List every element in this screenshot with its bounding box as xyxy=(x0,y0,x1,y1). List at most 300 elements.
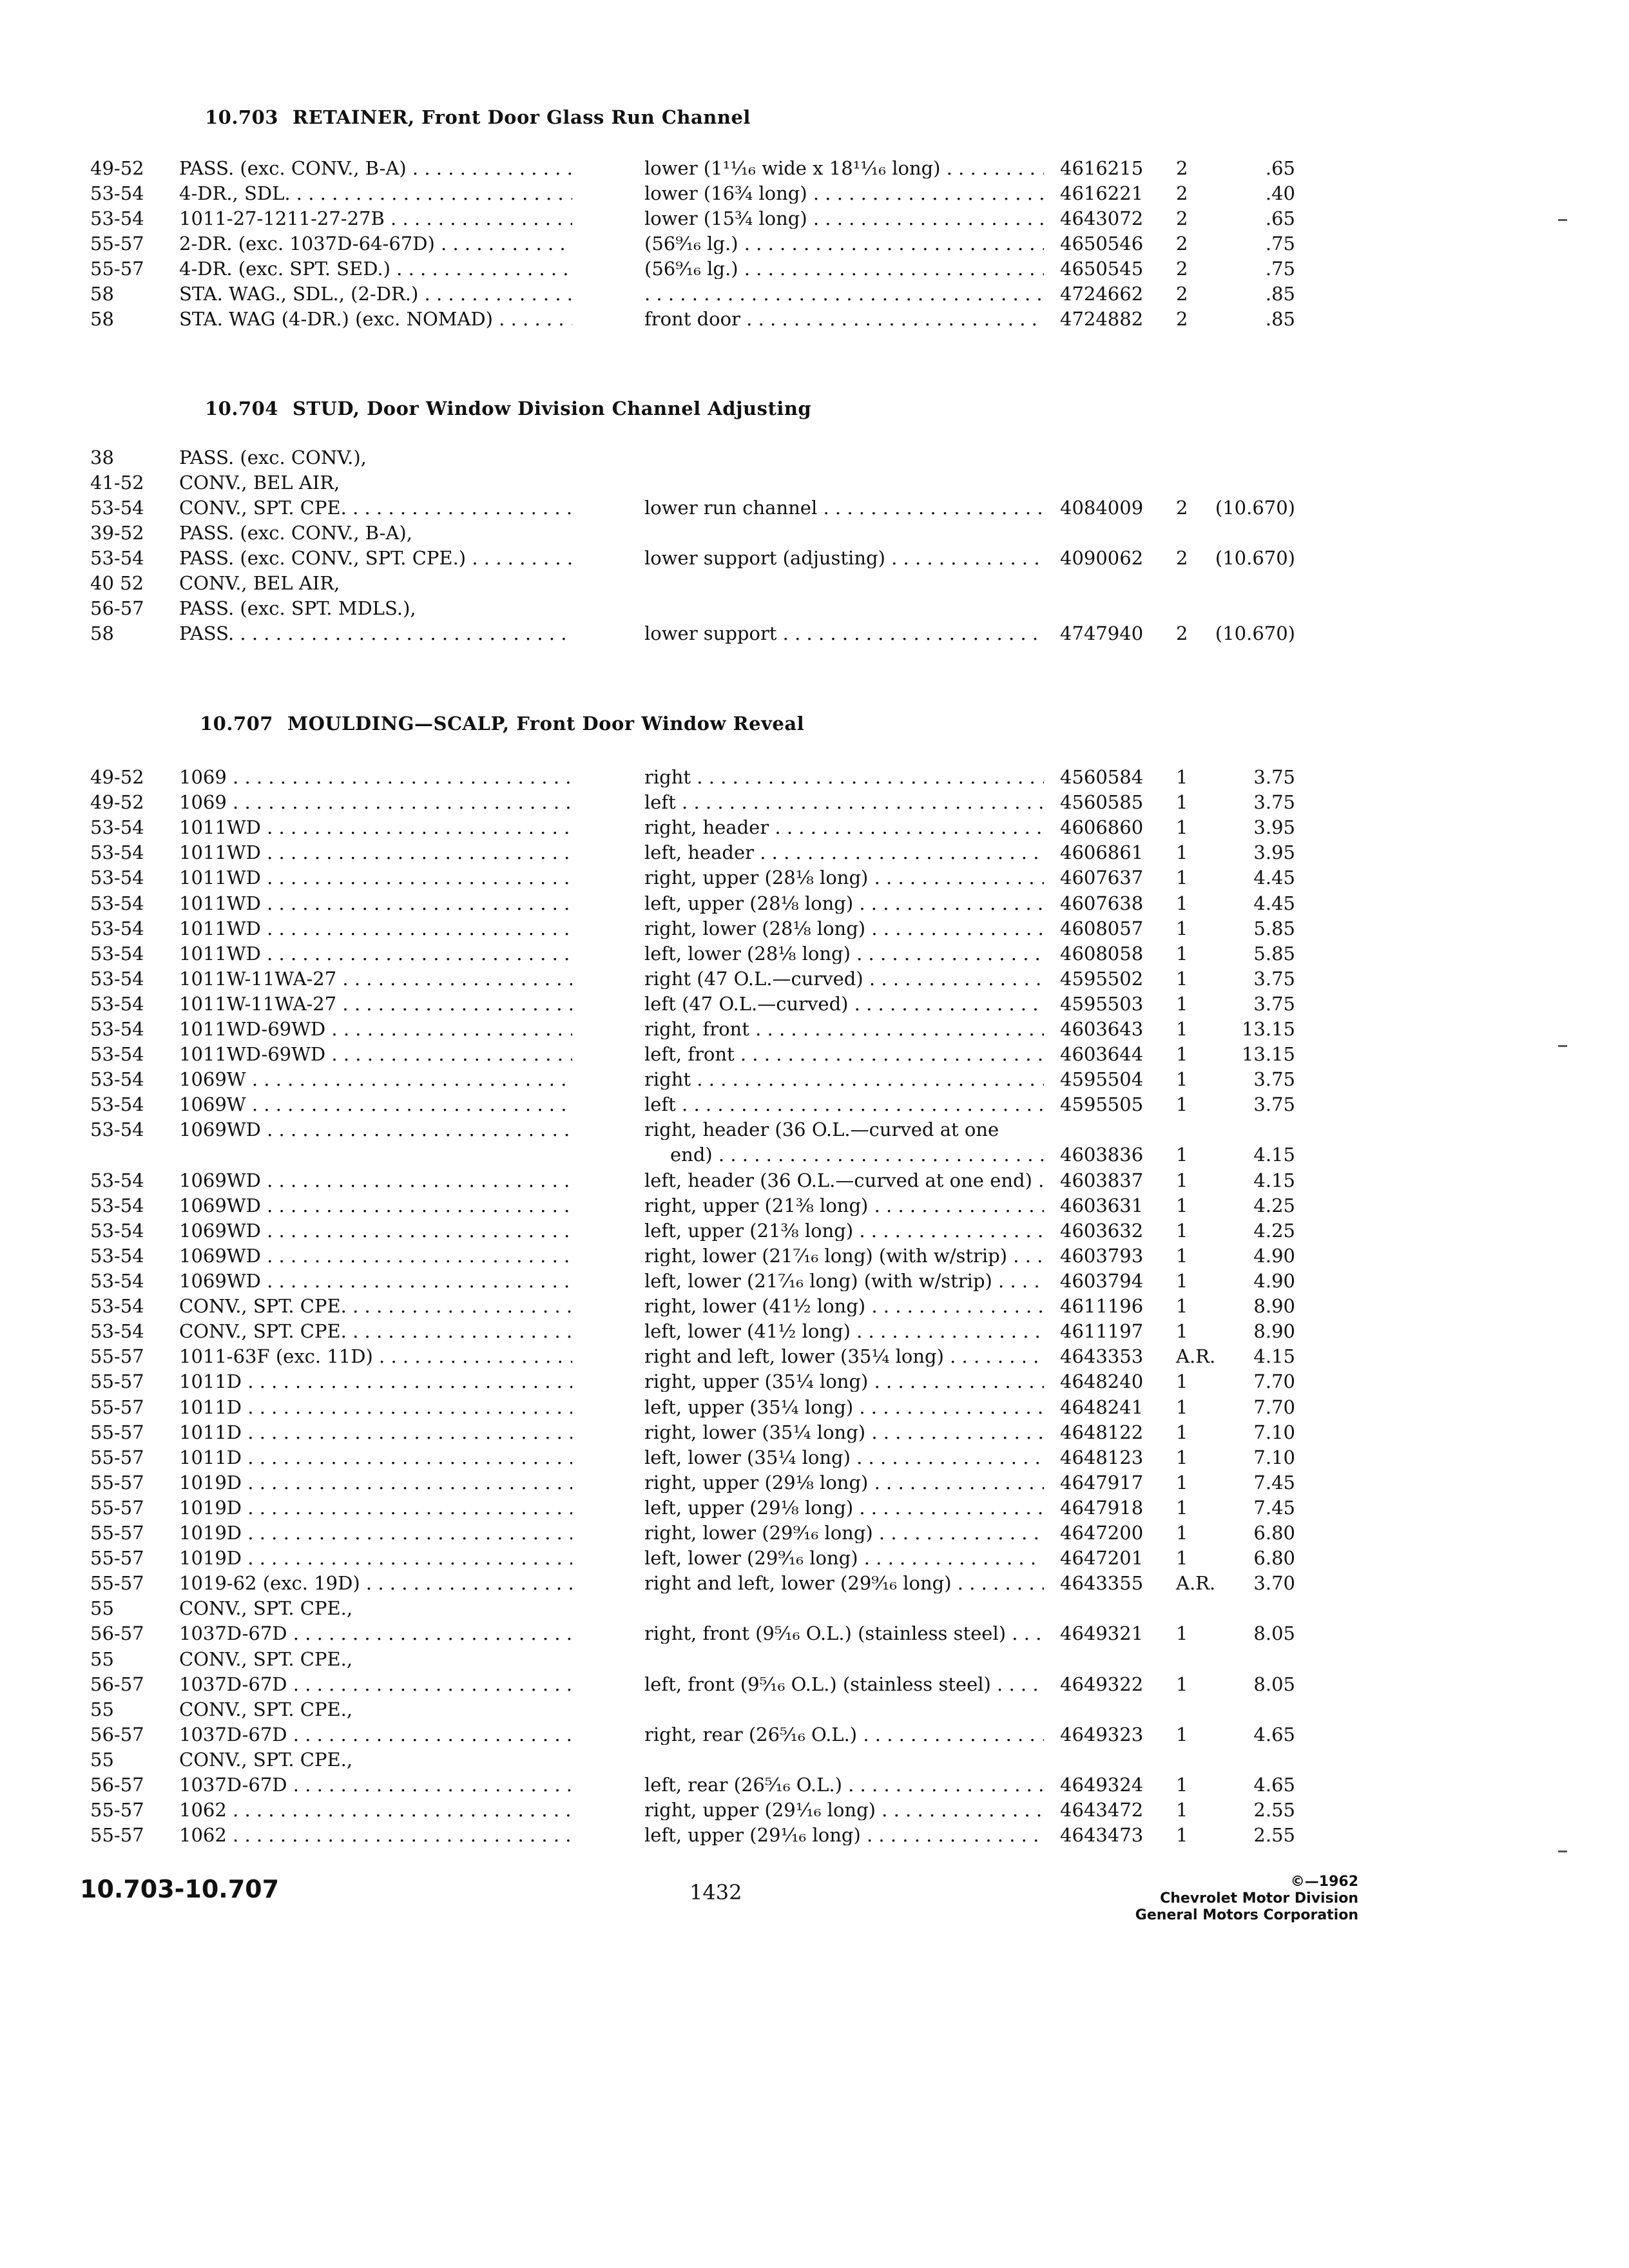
model-cell: STA. WAG., SDL., (2-DR.) . . . xyxy=(179,284,572,304)
description-cell: right, header . . . xyxy=(644,817,1044,838)
description-cell: right, lower (35¼ long) . . . xyxy=(644,1422,1044,1443)
model-cell: 1069WD . . . xyxy=(179,1119,572,1140)
quantity-cell: 1 xyxy=(1176,892,1188,914)
description-cell: left, lower (28⅛ long) . . . xyxy=(644,943,1044,964)
price-cell: .85 xyxy=(1265,308,1295,330)
description-cell: right . . . xyxy=(644,767,1044,787)
quantity-cell: 1 xyxy=(1176,1270,1188,1292)
quantity-cell: 1 xyxy=(1176,1320,1188,1343)
part-number-cell: 4090062 xyxy=(1060,547,1144,569)
section-heading: STUD, Door Window Division Channel Adjusting xyxy=(293,398,812,419)
year-cell: 53-54 xyxy=(90,497,144,519)
quantity-cell: 2 xyxy=(1176,283,1188,305)
quantity-cell: 2 xyxy=(1176,207,1188,229)
part-number-cell: 4747940 xyxy=(1060,622,1144,644)
description-cell: left, upper (29⅛ long) . . . xyxy=(644,1497,1044,1518)
quantity-cell: 1 xyxy=(1176,967,1188,990)
price-cell: 3.75 xyxy=(1253,1068,1295,1091)
corporation-name: General Motors Corporation xyxy=(1135,1907,1358,1923)
price-cell: 4.65 xyxy=(1253,1774,1295,1796)
margin-mark xyxy=(1558,1045,1567,1047)
year-cell: 55-57 xyxy=(90,1446,144,1468)
price-cell: 4.90 xyxy=(1253,1270,1295,1292)
price-cell: 6.80 xyxy=(1253,1522,1295,1544)
price-cell: 3.75 xyxy=(1253,766,1295,788)
year-cell: 53-54 xyxy=(90,816,144,839)
model-cell: CONV., SPT. CPE., xyxy=(179,1749,353,1770)
model-cell: 1011D . . . xyxy=(179,1371,572,1392)
quantity-cell: 1 xyxy=(1176,1774,1188,1796)
quantity-cell: A.R. xyxy=(1176,1572,1216,1595)
model-cell: 1011-27-1211-27-27B . . . xyxy=(179,208,572,229)
model-cell: 1069WD . . . xyxy=(179,1271,572,1291)
quantity-cell: 1 xyxy=(1176,1496,1188,1519)
price-cell: 8.05 xyxy=(1253,1622,1295,1645)
description-cell: left, rear (26⁵⁄₁₆ O.L.) . . . xyxy=(644,1774,1044,1795)
model-cell: CONV., BEL AIR, xyxy=(179,472,340,493)
model-cell: 1019D . . . xyxy=(179,1548,572,1568)
year-cell: 56-57 xyxy=(90,1673,144,1695)
price-cell: 3.75 xyxy=(1253,791,1295,814)
part-number-cell: 4606861 xyxy=(1060,841,1144,864)
description-cell: right . . . xyxy=(644,1069,1044,1090)
description-cell: right and left, lower (29⁹⁄₁₆ long) . . . xyxy=(644,1573,1044,1593)
price-cell: 5.85 xyxy=(1253,942,1295,965)
description-cell: left, lower (21⁷⁄₁₆ long) (with w/strip) . . . xyxy=(644,1271,1044,1291)
part-number-cell: 4647201 xyxy=(1060,1547,1144,1570)
model-cell: CONV., SPT. CPE., xyxy=(179,1698,353,1720)
description-cell: left (47 O.L.—curved) . . . xyxy=(644,994,1044,1014)
description-cell: right, upper (28⅛ long) . . . xyxy=(644,867,1044,888)
quantity-cell: 1 xyxy=(1176,1824,1188,1847)
price-cell: 7.45 xyxy=(1253,1496,1295,1519)
model-cell: CONV., SPT. CPE., xyxy=(179,1648,353,1669)
quantity-cell: 1 xyxy=(1176,1244,1188,1267)
description-cell: right, lower (28⅛ long) . . . xyxy=(644,918,1044,939)
year-cell: 53-54 xyxy=(90,1018,144,1040)
price-cell: (10.670) xyxy=(1215,497,1295,519)
model-cell: 1011D . . . xyxy=(179,1397,572,1418)
year-cell: 55-57 xyxy=(90,258,144,280)
part-number-cell: 4649324 xyxy=(1060,1774,1144,1796)
quantity-cell: 1 xyxy=(1176,1547,1188,1570)
model-cell: CONV., SPT. CPE. . . . xyxy=(179,497,572,518)
description-cell: front door . . . xyxy=(644,309,1044,329)
part-number-cell: 4607637 xyxy=(1060,867,1144,889)
price-cell: .65 xyxy=(1265,157,1295,179)
model-cell: 4-DR., SDL. . . . xyxy=(179,183,572,204)
model-cell: 1011WD . . . xyxy=(179,817,572,838)
part-number-cell: 4560585 xyxy=(1060,791,1144,814)
page-range: 10.703-10.707 xyxy=(80,1875,280,1903)
year-cell: 55-57 xyxy=(90,1572,144,1595)
price-cell: 7.70 xyxy=(1253,1370,1295,1393)
quantity-cell: 2 xyxy=(1176,182,1188,204)
year-cell: 40 52 xyxy=(90,572,144,594)
description-cell: right, upper (29¹⁄₁₆ long) . . . xyxy=(644,1800,1044,1820)
part-number-cell: 4724662 xyxy=(1060,283,1144,305)
year-cell: 53-54 xyxy=(90,1119,144,1141)
model-cell: 1019-62 (exc. 19D) . . . xyxy=(179,1573,572,1593)
description-cell: lower (1¹¹⁄₁₆ wide x 18¹¹⁄₁₆ long) . . . xyxy=(644,158,1044,178)
year-cell: 53-54 xyxy=(90,1068,144,1091)
year-cell: 53-54 xyxy=(90,917,144,939)
description-cell: left, lower (29⁹⁄₁₆ long) . . . xyxy=(644,1548,1044,1568)
price-cell: 7.45 xyxy=(1253,1471,1295,1494)
price-cell: 3.70 xyxy=(1253,1572,1295,1595)
year-cell: 53-54 xyxy=(90,892,144,914)
price-cell: 8.05 xyxy=(1253,1673,1295,1695)
model-cell: 1069WD . . . xyxy=(179,1195,572,1216)
description-cell: left, header . . . xyxy=(644,842,1044,863)
price-cell: .65 xyxy=(1265,207,1295,229)
part-number-cell: 4649321 xyxy=(1060,1622,1144,1645)
model-cell: 1062 . . . xyxy=(179,1825,572,1845)
price-cell: .40 xyxy=(1265,182,1295,204)
section-title xyxy=(200,713,804,735)
part-number-cell: 4648240 xyxy=(1060,1370,1144,1393)
model-cell: 2-DR. (exc. 1037D-64-67D) . . . xyxy=(179,233,572,254)
part-number-cell: 4650546 xyxy=(1060,233,1144,255)
quantity-cell: 2 xyxy=(1176,233,1188,255)
year-cell: 39-52 xyxy=(90,522,144,544)
price-cell: 7.10 xyxy=(1253,1421,1295,1443)
price-cell: 5.85 xyxy=(1253,917,1295,939)
year-cell: 53-54 xyxy=(90,1219,144,1242)
model-cell: 1069WD . . . xyxy=(179,1220,572,1241)
model-cell: PASS. (exc. CONV., B-A) . . . xyxy=(179,158,572,178)
year-cell: 55 xyxy=(90,1698,114,1720)
model-cell: 1011W-11WA-27 . . . xyxy=(179,994,572,1014)
year-cell: 41-52 xyxy=(90,472,144,494)
price-cell: 4.25 xyxy=(1253,1194,1295,1216)
model-cell: 1069WD . . . xyxy=(179,1245,572,1266)
part-number-cell: 4084009 xyxy=(1060,497,1144,519)
quantity-cell: 1 xyxy=(1176,1194,1188,1216)
year-cell: 53-54 xyxy=(90,1244,144,1267)
year-cell: 53-54 xyxy=(90,1194,144,1216)
part-number-cell: 4647200 xyxy=(1060,1522,1144,1544)
description-cell: right and left, lower (35¼ long) . . . xyxy=(644,1346,1044,1367)
year-cell: 53-54 xyxy=(90,1093,144,1116)
description-cell: right, header (36 O.L.—curved at one xyxy=(644,1119,999,1140)
year-cell: 58 xyxy=(90,308,114,330)
section-number: 10.703 xyxy=(205,106,278,128)
price-cell: 4.25 xyxy=(1253,1219,1295,1242)
part-number-cell: 4595502 xyxy=(1060,967,1144,990)
year-cell: 53-54 xyxy=(90,1043,144,1066)
price-cell: (10.670) xyxy=(1215,622,1295,644)
quantity-cell: 1 xyxy=(1176,791,1188,814)
margin-mark xyxy=(1558,1850,1567,1852)
year-cell: 55-57 xyxy=(90,1496,144,1519)
price-cell: 3.75 xyxy=(1253,992,1295,1015)
year-cell: 55-57 xyxy=(90,1824,144,1847)
model-cell: 1019D . . . xyxy=(179,1472,572,1493)
model-cell: CONV., SPT. CPE. . . . xyxy=(179,1296,572,1316)
part-number-cell: 4608058 xyxy=(1060,942,1144,965)
quantity-cell: 1 xyxy=(1176,1068,1188,1091)
part-number-cell: 4603836 xyxy=(1060,1144,1144,1166)
part-number-cell: 4611196 xyxy=(1060,1295,1144,1318)
model-cell: PASS. . . . xyxy=(179,623,572,644)
quantity-cell: 1 xyxy=(1176,867,1188,889)
model-cell: 1011WD . . . xyxy=(179,867,572,888)
part-number-cell: 4603837 xyxy=(1060,1169,1144,1191)
quantity-cell: 1 xyxy=(1176,1396,1188,1418)
quantity-cell: 1 xyxy=(1176,816,1188,839)
model-cell: 1019D . . . xyxy=(179,1523,572,1543)
model-cell: 1069 . . . xyxy=(179,767,572,787)
quantity-cell: 1 xyxy=(1176,841,1188,864)
quantity-cell: 1 xyxy=(1176,1723,1188,1745)
model-cell: 1069 . . . xyxy=(179,792,572,812)
year-cell: 53-54 xyxy=(90,207,144,229)
description-cell: lower (15¾ long) . . . xyxy=(644,208,1044,229)
quantity-cell: 2 xyxy=(1176,497,1188,519)
part-number-cell: 4603794 xyxy=(1060,1270,1144,1292)
description-cell: lower (16¾ long) . . . xyxy=(644,183,1044,204)
description-cell: left, upper (29¹⁄₁₆ long) . . . xyxy=(644,1825,1044,1845)
model-cell: 1011D . . . xyxy=(179,1422,572,1443)
description-cell: right, lower (21⁷⁄₁₆ long) (with w/strip) . . . xyxy=(644,1245,1044,1266)
year-cell: 53-54 xyxy=(90,1320,144,1343)
part-number-cell: 4643473 xyxy=(1060,1824,1144,1847)
price-cell: 8.90 xyxy=(1253,1320,1295,1343)
price-cell: (10.670) xyxy=(1215,547,1295,569)
description-cell: left . . . xyxy=(644,792,1044,812)
description-cell xyxy=(644,284,1044,304)
price-cell: .75 xyxy=(1265,233,1295,255)
year-cell: 53-54 xyxy=(90,942,144,965)
year-cell: 53-54 xyxy=(90,1295,144,1318)
model-cell: 1069WD . . . xyxy=(179,1170,572,1191)
price-cell: .75 xyxy=(1265,258,1295,280)
section-title xyxy=(205,398,811,419)
part-number-cell: 4647918 xyxy=(1060,1496,1144,1519)
price-cell: 4.45 xyxy=(1253,867,1295,889)
margin-mark xyxy=(1558,219,1567,221)
year-cell: 53-54 xyxy=(90,867,144,889)
year-cell: 58 xyxy=(90,283,114,305)
price-cell: 6.80 xyxy=(1253,1547,1295,1570)
model-cell: 1062 . . . xyxy=(179,1800,572,1820)
quantity-cell: 1 xyxy=(1176,1043,1188,1066)
description-cell: right, front (9⁵⁄₁₆ O.L.) (stainless steel) . . . xyxy=(644,1623,1044,1644)
price-cell: 2.55 xyxy=(1253,1799,1295,1821)
quantity-cell: 1 xyxy=(1176,1169,1188,1191)
price-cell: 4.15 xyxy=(1253,1169,1295,1191)
quantity-cell: 1 xyxy=(1176,766,1188,788)
description-cell: lower run channel . . . xyxy=(644,497,1044,518)
quantity-cell: 1 xyxy=(1176,1144,1188,1166)
year-cell: 55-57 xyxy=(90,1396,144,1418)
price-cell: 4.45 xyxy=(1253,892,1295,914)
section-title xyxy=(205,106,751,128)
part-number-cell: 4616215 xyxy=(1060,157,1144,179)
part-number-cell: 4603793 xyxy=(1060,1244,1144,1267)
year-cell: 55 xyxy=(90,1597,114,1620)
quantity-cell: 2 xyxy=(1176,157,1188,179)
quantity-cell: 1 xyxy=(1176,1622,1188,1645)
quantity-cell: 1 xyxy=(1176,1018,1188,1040)
quantity-cell: 2 xyxy=(1176,308,1188,330)
part-number-cell: 4724882 xyxy=(1060,308,1144,330)
description-cell: left, front . . . xyxy=(644,1044,1044,1064)
section-heading: MOULDING—SCALP, Front Door Window Reveal xyxy=(287,713,805,735)
publisher-block xyxy=(1135,1874,1358,1924)
year-cell: 53-54 xyxy=(90,1169,144,1191)
quantity-cell: 1 xyxy=(1176,1799,1188,1821)
year-cell: 55-57 xyxy=(90,1421,144,1443)
model-cell: 4-DR. (exc. SPT. SED.) . . . xyxy=(179,258,572,279)
quantity-cell: 1 xyxy=(1176,1673,1188,1695)
model-cell: 1037D-67D . . . xyxy=(179,1674,572,1695)
year-cell: 53-54 xyxy=(90,992,144,1015)
part-number-cell: 4616221 xyxy=(1060,182,1144,204)
model-cell: PASS. (exc. CONV., B-A), xyxy=(179,523,412,543)
model-cell: 1019D . . . xyxy=(179,1497,572,1518)
price-cell: 4.65 xyxy=(1253,1723,1295,1745)
part-number-cell: 4643072 xyxy=(1060,207,1144,229)
price-cell: 3.95 xyxy=(1253,841,1295,864)
year-cell: 55 xyxy=(90,1648,114,1670)
part-number-cell: 4608057 xyxy=(1060,917,1144,939)
model-cell: CONV., SPT. CPE., xyxy=(179,1598,353,1619)
price-cell: 3.75 xyxy=(1253,1093,1295,1116)
quantity-cell: 1 xyxy=(1176,1421,1188,1443)
price-cell: 3.95 xyxy=(1253,816,1295,839)
description-cell: (56⁹⁄₁₆ lg.) . . . xyxy=(644,258,1044,279)
part-number-cell: 4643353 xyxy=(1060,1345,1144,1368)
year-cell: 55-57 xyxy=(90,233,144,255)
year-cell: 55-57 xyxy=(90,1471,144,1494)
year-cell: 53-54 xyxy=(90,547,144,569)
year-cell: 55 xyxy=(90,1748,114,1771)
price-cell: 13.15 xyxy=(1241,1018,1295,1040)
description-cell: left, header (36 O.L.—curved at one end) . . . xyxy=(644,1170,1044,1191)
model-cell: 1011WD-69WD . . . xyxy=(179,1019,572,1039)
section-number: 10.707 xyxy=(200,713,273,735)
part-number-cell: 4595503 xyxy=(1060,992,1144,1015)
quantity-cell: 1 xyxy=(1176,1219,1188,1242)
part-number-cell: 4649322 xyxy=(1060,1673,1144,1695)
year-cell: 56-57 xyxy=(90,597,144,619)
quantity-cell: 1 xyxy=(1176,1446,1188,1468)
price-cell: 3.75 xyxy=(1253,967,1295,990)
price-cell: 7.10 xyxy=(1253,1446,1295,1468)
year-cell: 55-57 xyxy=(90,1522,144,1544)
year-cell: 55-57 xyxy=(90,1547,144,1570)
quantity-cell: 1 xyxy=(1176,1471,1188,1494)
model-cell: 1011W-11WA-27 . . . xyxy=(179,968,572,989)
model-cell: PASS. (exc. SPT. MDLS.), xyxy=(179,598,416,619)
model-cell: 1011WD . . . xyxy=(179,943,572,964)
model-cell: 1011WD . . . xyxy=(179,893,572,914)
description-cell: lower support . . . xyxy=(644,623,1044,644)
quantity-cell: 2 xyxy=(1176,622,1188,644)
description-cell: right, lower (29⁹⁄₁₆ long) . . . xyxy=(644,1523,1044,1543)
part-number-cell: 4648241 xyxy=(1060,1396,1144,1418)
division-name: Chevrolet Motor Division xyxy=(1160,1890,1358,1907)
year-cell: 38 xyxy=(90,447,114,468)
year-cell: 58 xyxy=(90,622,114,644)
description-cell: left, lower (35¼ long) . . . xyxy=(644,1447,1044,1468)
description-cell: right, rear (26⁵⁄₁₆ O.L.) . . . xyxy=(644,1724,1044,1745)
description-cell: left, upper (28⅛ long) . . . xyxy=(644,893,1044,914)
description-cell: right, upper (29⅛ long) . . . xyxy=(644,1472,1044,1493)
part-number-cell: 4603631 xyxy=(1060,1194,1144,1216)
model-cell: 1011WD-69WD . . . xyxy=(179,1044,572,1064)
model-cell: PASS. (exc. CONV.), xyxy=(179,447,367,468)
part-number-cell: 4611197 xyxy=(1060,1320,1144,1343)
price-cell: 13.15 xyxy=(1241,1043,1295,1066)
part-number-cell: 4643472 xyxy=(1060,1799,1144,1821)
model-cell: 1037D-67D . . . xyxy=(179,1623,572,1644)
description-cell: right, upper (35¼ long) . . . xyxy=(644,1371,1044,1392)
page-number: 1432 xyxy=(689,1880,742,1905)
part-number-cell: 4643355 xyxy=(1060,1572,1144,1595)
year-cell: 53-54 xyxy=(90,1270,144,1292)
quantity-cell: 2 xyxy=(1176,258,1188,280)
part-number-cell: 4648122 xyxy=(1060,1421,1144,1443)
model-cell: 1011WD . . . xyxy=(179,918,572,939)
description-cell: (56⁹⁄₁₆ lg.) . . . xyxy=(644,233,1044,254)
model-cell: 1011-63F (exc. 11D) . . . xyxy=(179,1346,572,1367)
year-cell: 55-57 xyxy=(90,1370,144,1393)
description-cell: left, upper (35¼ long) . . . xyxy=(644,1397,1044,1418)
price-cell: 2.55 xyxy=(1253,1824,1295,1847)
part-number-cell: 4595504 xyxy=(1060,1068,1144,1091)
description-cell: right, upper (21⅜ long) . . . xyxy=(644,1195,1044,1216)
description-cell: left, lower (41½ long) . . . xyxy=(644,1321,1044,1341)
part-number-cell: 4647917 xyxy=(1060,1471,1144,1494)
model-cell: 1011D . . . xyxy=(179,1447,572,1468)
part-number-cell: 4650545 xyxy=(1060,258,1144,280)
year-cell: 56-57 xyxy=(90,1622,144,1645)
quantity-cell: 2 xyxy=(1176,547,1188,569)
price-cell: 4.15 xyxy=(1253,1144,1295,1166)
quantity-cell: 1 xyxy=(1176,1370,1188,1393)
year-cell: 53-54 xyxy=(90,841,144,864)
price-cell: 7.70 xyxy=(1253,1396,1295,1418)
part-number-cell: 4648123 xyxy=(1060,1446,1144,1468)
quantity-cell: 1 xyxy=(1176,1093,1188,1116)
model-cell: 1069W . . . xyxy=(179,1069,572,1090)
model-cell: CONV., SPT. CPE. . . . xyxy=(179,1321,572,1341)
description-cell: left, upper (21⅜ long) . . . xyxy=(644,1220,1044,1241)
model-cell: PASS. (exc. CONV., SPT. CPE.) . . . xyxy=(179,548,572,568)
year-cell: 55-57 xyxy=(90,1799,144,1821)
description-cell: right, front . . . xyxy=(644,1019,1044,1039)
part-number-cell: 4649323 xyxy=(1060,1723,1144,1745)
quantity-cell: 1 xyxy=(1176,1295,1188,1318)
year-cell: 56-57 xyxy=(90,1723,144,1745)
year-cell: 53-54 xyxy=(90,182,144,204)
section-heading: RETAINER, Front Door Glass Run Channel xyxy=(293,106,751,128)
part-number-cell: 4603643 xyxy=(1060,1018,1144,1040)
part-number-cell: 4595505 xyxy=(1060,1093,1144,1116)
year-cell: 49-52 xyxy=(90,766,144,788)
model-cell: STA. WAG (4-DR.) (exc. NOMAD) . . . xyxy=(179,309,572,329)
part-number-cell: 4603632 xyxy=(1060,1219,1144,1242)
description-cell: right (47 O.L.—curved) . . . xyxy=(644,968,1044,989)
description-cell: lower support (adjusting) . . . xyxy=(644,548,1044,568)
quantity-cell: 1 xyxy=(1176,942,1188,965)
model-cell: 1011WD . . . xyxy=(179,842,572,863)
copyright: ©—1962 xyxy=(1290,1874,1358,1890)
year-cell: 49-52 xyxy=(90,157,144,179)
